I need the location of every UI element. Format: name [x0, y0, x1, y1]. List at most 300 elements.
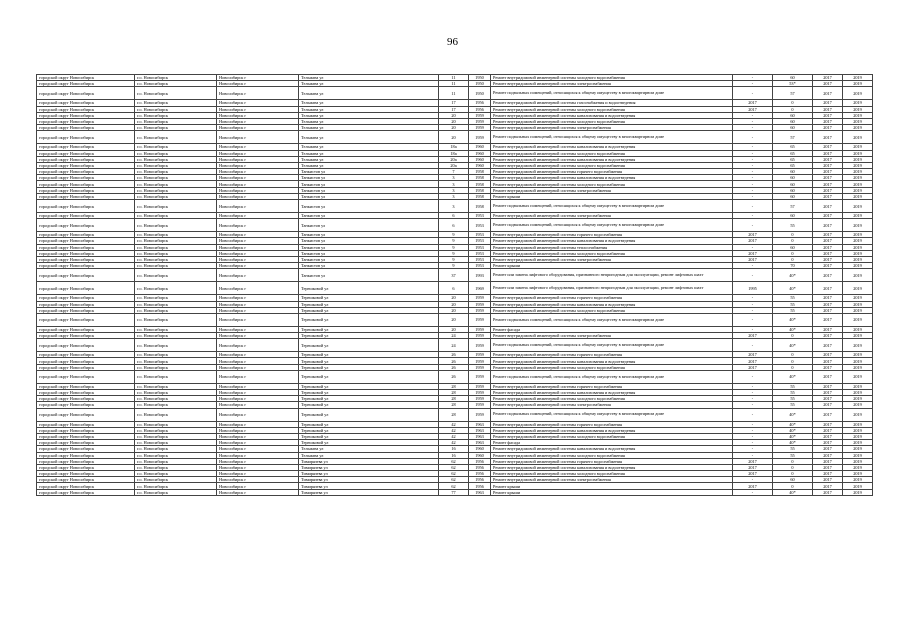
repair-plan-table: [36, 74, 873, 496]
cell-work-type: Ремонт подвальных помещений, относящихся к общему имуществу в многоквартирном доме: [491, 131, 733, 144]
cell-period-end: 2019: [843, 458, 873, 464]
cell-municipal-district: городской округ Новосибирск: [37, 238, 135, 244]
cell-build-year: 1969: [469, 282, 491, 295]
cell-municipal-district: городской округ Новосибирск: [37, 339, 135, 352]
cell-period-start: 2017: [813, 333, 843, 339]
cell-build-year: 1959: [469, 390, 491, 396]
cell-municipal-district: городской округ Новосибирск: [37, 307, 135, 313]
cell-city-district: г.о. Новосибирск: [135, 181, 217, 187]
cell-period-end: 2019: [843, 125, 873, 131]
cell-settlement: Новосибирск г: [217, 219, 299, 232]
cell-settlement: Новосибирск г: [217, 156, 299, 162]
cell-work-type: Ремонт внутридомовой инженерной системы электроснабжения: [491, 333, 733, 339]
cell-city-district: г.о. Новосибирск: [135, 402, 217, 408]
table-body: [37, 75, 873, 496]
cell-house-number: 11: [439, 81, 469, 87]
cell-work-type: Ремонт или замена лифтового оборудования, признанного непригодным для эксплуатации, ремонт лифтовых шахт: [491, 269, 733, 282]
cell-municipal-district: городской округ Новосибирск: [37, 187, 135, 193]
cell-completed-year: 2017: [733, 471, 773, 477]
cell-work-type: Ремонт подвальных помещений, относящихся к общему имуществу в многоквартирном доме: [491, 339, 733, 352]
cell-value: 0: [773, 471, 813, 477]
cell-build-year: 1953: [469, 232, 491, 238]
cell-period-start: 2017: [813, 464, 843, 470]
cell-municipal-district: городской округ Новосибирск: [37, 106, 135, 112]
cell-work-type: Ремонт фасада: [491, 326, 733, 332]
cell-build-year: 1959: [469, 295, 491, 301]
cell-street: Тельмана ул: [299, 112, 439, 118]
cell-municipal-district: городской округ Новосибирск: [37, 282, 135, 295]
cell-house-number: 3: [439, 175, 469, 181]
cell-build-year: 1959: [469, 301, 491, 307]
cell-work-type: Ремонт внутридомовой инженерной системы электроснабжения: [491, 125, 733, 131]
cell-settlement: Новосибирск г: [217, 75, 299, 81]
cell-street: Танкистов ул: [299, 238, 439, 244]
cell-build-year: 1958: [469, 181, 491, 187]
cell-house-number: 42: [439, 421, 469, 427]
cell-house-number: 9: [439, 244, 469, 250]
cell-build-year: 1959: [469, 370, 491, 383]
cell-street: Тельмана ул: [299, 125, 439, 131]
cell-house-number: 9: [439, 232, 469, 238]
cell-build-year: 1960: [469, 144, 491, 150]
cell-completed-year: -: [733, 301, 773, 307]
table-row: [37, 131, 873, 144]
cell-city-district: г.о. Новосибирск: [135, 383, 217, 389]
cell-settlement: Новосибирск г: [217, 269, 299, 282]
cell-settlement: Новосибирск г: [217, 477, 299, 483]
cell-work-type: Ремонт или замена лифтового оборудования, признанного непригодным для эксплуатации, ремонт лифтовых шахт: [491, 282, 733, 295]
cell-house-number: 20: [439, 313, 469, 326]
cell-period-end: 2019: [843, 396, 873, 402]
cell-value: 40*: [773, 408, 813, 421]
cell-completed-year: -: [733, 187, 773, 193]
cell-municipal-district: городской округ Новосибирск: [37, 402, 135, 408]
cell-house-number: 3: [439, 181, 469, 187]
cell-completed-year: -: [733, 87, 773, 100]
cell-municipal-district: городской округ Новосибирск: [37, 446, 135, 452]
cell-municipal-district: городской округ Новосибирск: [37, 427, 135, 433]
cell-period-start: 2017: [813, 125, 843, 131]
cell-period-end: 2019: [843, 118, 873, 124]
cell-period-end: 2019: [843, 333, 873, 339]
cell-work-type: Ремонт внутридомовой инженерной системы холодного водоснабжения: [491, 250, 733, 256]
cell-completed-year: -: [733, 339, 773, 352]
cell-city-district: г.о. Новосибирск: [135, 483, 217, 489]
cell-city-district: г.о. Новосибирск: [135, 269, 217, 282]
cell-work-type: Ремонт внутридомовой инженерной системы холодного водоснабжения: [491, 106, 733, 112]
cell-work-type: Ремонт внутридомовой инженерной системы канализования и водоотведения: [491, 144, 733, 150]
cell-period-start: 2017: [813, 112, 843, 118]
cell-completed-year: -: [733, 175, 773, 181]
cell-period-end: 2019: [843, 162, 873, 168]
cell-settlement: Новосибирск г: [217, 326, 299, 332]
cell-period-end: 2019: [843, 181, 873, 187]
cell-work-type: Ремонт внутридомовой инженерной системы холодного водоснабжения: [491, 396, 733, 402]
cell-completed-year: -: [733, 219, 773, 232]
cell-period-end: 2019: [843, 263, 873, 269]
cell-completed-year: -: [733, 131, 773, 144]
cell-work-type: Ремонт внутридомовой инженерной системы канализования и водоотведения: [491, 358, 733, 364]
cell-house-number: 3: [439, 187, 469, 193]
cell-period-end: 2019: [843, 383, 873, 389]
cell-period-start: 2017: [813, 446, 843, 452]
cell-house-number: 6: [439, 213, 469, 219]
cell-build-year: 1953: [469, 238, 491, 244]
cell-street: Терешковой ул: [299, 358, 439, 364]
cell-settlement: Новосибирск г: [217, 301, 299, 307]
cell-period-end: 2019: [843, 75, 873, 81]
cell-house-number: 26: [439, 370, 469, 383]
cell-completed-year: -: [733, 446, 773, 452]
cell-house-number: 20: [439, 295, 469, 301]
cell-settlement: Новосибирск г: [217, 352, 299, 358]
cell-city-district: г.о. Новосибирск: [135, 256, 217, 262]
cell-value: 40*: [773, 339, 813, 352]
cell-city-district: г.о. Новосибирск: [135, 100, 217, 106]
cell-city-district: г.о. Новосибирск: [135, 144, 217, 150]
cell-work-type: Ремонт внутридомовой инженерной системы теплоснабжения: [491, 244, 733, 250]
cell-value: 0: [773, 458, 813, 464]
cell-street: Танкистов ул: [299, 250, 439, 256]
cell-completed-year: 2017: [733, 256, 773, 262]
cell-period-start: 2017: [813, 106, 843, 112]
cell-city-district: г.о. Новосибирск: [135, 301, 217, 307]
cell-value: 57: [773, 131, 813, 144]
cell-municipal-district: городской округ Новосибирск: [37, 144, 135, 150]
cell-city-district: г.о. Новосибирск: [135, 187, 217, 193]
cell-municipal-district: городской округ Новосибирск: [37, 244, 135, 250]
cell-city-district: г.о. Новосибирск: [135, 427, 217, 433]
cell-municipal-district: городской округ Новосибирск: [37, 219, 135, 232]
cell-period-start: 2017: [813, 244, 843, 250]
cell-period-start: 2017: [813, 232, 843, 238]
cell-period-end: 2019: [843, 282, 873, 295]
cell-settlement: Новосибирск г: [217, 333, 299, 339]
cell-completed-year: -: [733, 421, 773, 427]
cell-build-year: 1958: [469, 187, 491, 193]
cell-settlement: Новосибирск г: [217, 112, 299, 118]
cell-city-district: г.о. Новосибирск: [135, 339, 217, 352]
cell-municipal-district: городской округ Новосибирск: [37, 193, 135, 199]
cell-build-year: 1959: [469, 125, 491, 131]
cell-period-start: 2017: [813, 169, 843, 175]
cell-work-type: Ремонт подвальных помещений, относящихся к общему имуществу в многоквартирном доме: [491, 200, 733, 213]
cell-value: 70: [773, 263, 813, 269]
table-row: [37, 370, 873, 383]
cell-street: Танкистов ул: [299, 175, 439, 181]
cell-street: Танкистов ул: [299, 169, 439, 175]
cell-completed-year: -: [733, 370, 773, 383]
cell-street: Тельмана ул: [299, 452, 439, 458]
cell-house-number: 28: [439, 383, 469, 389]
cell-work-type: Ремонт крыши: [491, 483, 733, 489]
cell-build-year: 1958: [469, 175, 491, 181]
cell-build-year: 1959: [469, 112, 491, 118]
cell-completed-year: -: [733, 81, 773, 87]
cell-city-district: г.о. Новосибирск: [135, 489, 217, 495]
cell-street: Танкистов ул: [299, 256, 439, 262]
cell-street: Тельмана ул: [299, 446, 439, 452]
cell-house-number: 20: [439, 326, 469, 332]
cell-work-type: Ремонт внутридомовой инженерной системы горячего водоснабжения: [491, 421, 733, 427]
cell-period-start: 2017: [813, 471, 843, 477]
cell-completed-year: -: [733, 427, 773, 433]
cell-house-number: 62: [439, 471, 469, 477]
cell-settlement: Новосибирск г: [217, 458, 299, 464]
cell-municipal-district: городской округ Новосибирск: [37, 75, 135, 81]
cell-settlement: Новосибирск г: [217, 200, 299, 213]
cell-municipal-district: городской округ Новосибирск: [37, 263, 135, 269]
cell-period-end: 2019: [843, 471, 873, 477]
cell-period-start: 2017: [813, 483, 843, 489]
cell-municipal-district: городской округ Новосибирск: [37, 452, 135, 458]
cell-build-year: 1953: [469, 213, 491, 219]
cell-completed-year: -: [733, 112, 773, 118]
cell-value: 65: [773, 156, 813, 162]
cell-completed-year: -: [733, 295, 773, 301]
cell-value: 55: [773, 307, 813, 313]
cell-build-year: 1958: [469, 200, 491, 213]
cell-house-number: 20а: [439, 162, 469, 168]
cell-completed-year: -: [733, 75, 773, 81]
cell-period-start: 2017: [813, 458, 843, 464]
cell-municipal-district: городской округ Новосибирск: [37, 352, 135, 358]
cell-work-type: Ремонт внутридомовой инженерной системы канализования и водоотведения: [491, 427, 733, 433]
cell-period-end: 2019: [843, 446, 873, 452]
cell-period-end: 2019: [843, 326, 873, 332]
cell-city-district: г.о. Новосибирск: [135, 364, 217, 370]
cell-build-year: 1953: [469, 256, 491, 262]
page-number: 96: [447, 36, 458, 48]
cell-house-number: 62: [439, 477, 469, 483]
cell-period-start: 2017: [813, 301, 843, 307]
cell-city-district: г.о. Новосибирск: [135, 193, 217, 199]
cell-period-start: 2017: [813, 440, 843, 446]
cell-settlement: Новосибирск г: [217, 238, 299, 244]
cell-completed-year: -: [733, 440, 773, 446]
cell-completed-year: -: [733, 396, 773, 402]
cell-settlement: Новосибирск г: [217, 489, 299, 495]
cell-street: Терешковой ул: [299, 370, 439, 383]
cell-street: Танкистов ул: [299, 232, 439, 238]
cell-city-district: г.о. Новосибирск: [135, 370, 217, 383]
cell-period-end: 2019: [843, 87, 873, 100]
cell-period-end: 2019: [843, 440, 873, 446]
table-row: [37, 87, 873, 100]
cell-work-type: Ремонт подвальных помещений, относящихся к общему имуществу в многоквартирном доме: [491, 87, 733, 100]
cell-street: Тимирязева ул: [299, 477, 439, 483]
cell-street: Тельмана ул: [299, 75, 439, 81]
cell-street: Терешковой ул: [299, 402, 439, 408]
cell-settlement: Новосибирск г: [217, 464, 299, 470]
cell-work-type: Ремонт внутридомовой инженерной системы канализования и водоотведения: [491, 464, 733, 470]
cell-value: 53*: [773, 81, 813, 87]
cell-settlement: Новосибирск г: [217, 213, 299, 219]
cell-build-year: 1960: [469, 452, 491, 458]
cell-period-start: 2017: [813, 181, 843, 187]
cell-street: Терешковой ул: [299, 408, 439, 421]
cell-city-district: г.о. Новосибирск: [135, 307, 217, 313]
cell-value: 55: [773, 295, 813, 301]
cell-municipal-district: городской округ Новосибирск: [37, 396, 135, 402]
cell-value: 0: [773, 256, 813, 262]
cell-house-number: 26: [439, 364, 469, 370]
cell-period-end: 2019: [843, 200, 873, 213]
cell-city-district: г.о. Новосибирск: [135, 446, 217, 452]
cell-period-end: 2019: [843, 250, 873, 256]
cell-completed-year: -: [733, 477, 773, 483]
cell-build-year: 1993: [469, 269, 491, 282]
cell-build-year: 1959: [469, 383, 491, 389]
cell-value: 55: [773, 390, 813, 396]
cell-city-district: г.о. Новосибирск: [135, 162, 217, 168]
cell-value: 60: [773, 75, 813, 81]
cell-work-type: Ремонт внутридомовой инженерной системы горячего водоснабжения: [491, 458, 733, 464]
cell-completed-year: -: [733, 144, 773, 150]
cell-value: 0: [773, 483, 813, 489]
cell-street: Танкистов ул: [299, 200, 439, 213]
cell-value: 55: [773, 396, 813, 402]
cell-period-start: 2017: [813, 402, 843, 408]
cell-settlement: Новосибирск г: [217, 232, 299, 238]
cell-house-number: 16: [439, 452, 469, 458]
cell-house-number: 24: [439, 333, 469, 339]
cell-period-end: 2019: [843, 408, 873, 421]
cell-city-district: г.о. Новосибирск: [135, 175, 217, 181]
cell-completed-year: -: [733, 383, 773, 389]
cell-period-end: 2019: [843, 358, 873, 364]
cell-street: Тельмана ул: [299, 144, 439, 150]
cell-period-start: 2017: [813, 187, 843, 193]
cell-period-start: 2017: [813, 213, 843, 219]
cell-municipal-district: городской округ Новосибирск: [37, 440, 135, 446]
cell-settlement: Новосибирск г: [217, 244, 299, 250]
cell-municipal-district: городской округ Новосибирск: [37, 156, 135, 162]
cell-city-district: г.о. Новосибирск: [135, 326, 217, 332]
cell-municipal-district: городской округ Новосибирск: [37, 112, 135, 118]
cell-work-type: Ремонт подвальных помещений, относящихся к общему имуществу в многоквартирном доме: [491, 313, 733, 326]
cell-work-type: Ремонт внутридомовой инженерной системы электроснабжения: [491, 213, 733, 219]
cell-street: Терешковой ул: [299, 333, 439, 339]
cell-street: Терешковой ул: [299, 301, 439, 307]
cell-municipal-district: городской округ Новосибирск: [37, 326, 135, 332]
cell-value: 60: [773, 181, 813, 187]
cell-completed-year: -: [733, 263, 773, 269]
cell-work-type: Ремонт внутридомовой инженерной системы холодного водоснабжения: [491, 452, 733, 458]
cell-period-start: 2017: [813, 383, 843, 389]
cell-build-year: 1963: [469, 433, 491, 439]
cell-settlement: Новосибирск г: [217, 452, 299, 458]
cell-period-end: 2019: [843, 402, 873, 408]
cell-street: Терешковой ул: [299, 339, 439, 352]
cell-house-number: 7: [439, 169, 469, 175]
cell-work-type: Ремонт внутридомовой инженерной системы электроснабжения: [491, 81, 733, 87]
cell-period-end: 2019: [843, 175, 873, 181]
cell-period-start: 2017: [813, 408, 843, 421]
table-row: [37, 200, 873, 213]
cell-value: 55: [773, 219, 813, 232]
cell-house-number: 16: [439, 446, 469, 452]
cell-city-district: г.о. Новосибирск: [135, 112, 217, 118]
cell-value: 55: [773, 446, 813, 452]
cell-settlement: Новосибирск г: [217, 402, 299, 408]
cell-value: 40*: [773, 440, 813, 446]
cell-completed-year: -: [733, 390, 773, 396]
cell-house-number: 11: [439, 87, 469, 100]
cell-completed-year: 2017: [733, 364, 773, 370]
table-row: [37, 408, 873, 421]
cell-period-start: 2017: [813, 81, 843, 87]
cell-work-type: Ремонт подвальных помещений, относящихся к общему имуществу в многоквартирном доме: [491, 370, 733, 383]
cell-municipal-district: городской округ Новосибирск: [37, 383, 135, 389]
cell-city-district: г.о. Новосибирск: [135, 396, 217, 402]
cell-settlement: Новосибирск г: [217, 358, 299, 364]
cell-municipal-district: городской округ Новосибирск: [37, 408, 135, 421]
cell-municipal-district: городской округ Новосибирск: [37, 175, 135, 181]
cell-completed-year: 2017: [733, 232, 773, 238]
cell-completed-year: -: [733, 452, 773, 458]
cell-value: 60: [773, 187, 813, 193]
cell-work-type: Ремонт внутридомовой инженерной системы холодного водоснабжения: [491, 364, 733, 370]
cell-period-start: 2017: [813, 433, 843, 439]
table-row: [37, 339, 873, 352]
cell-city-district: г.о. Новосибирск: [135, 200, 217, 213]
cell-value: 65: [773, 150, 813, 156]
cell-value: 0: [773, 100, 813, 106]
cell-build-year: 1953: [469, 250, 491, 256]
cell-period-end: 2019: [843, 295, 873, 301]
cell-house-number: 17: [439, 106, 469, 112]
cell-period-end: 2019: [843, 106, 873, 112]
cell-house-number: 9: [439, 263, 469, 269]
cell-build-year: 1956: [469, 477, 491, 483]
cell-period-start: 2017: [813, 256, 843, 262]
cell-settlement: Новосибирск г: [217, 162, 299, 168]
cell-completed-year: -: [733, 125, 773, 131]
cell-house-number: 28: [439, 402, 469, 408]
cell-street: Тельмана ул: [299, 100, 439, 106]
cell-period-start: 2017: [813, 175, 843, 181]
cell-build-year: 1956: [469, 100, 491, 106]
cell-settlement: Новосибирск г: [217, 250, 299, 256]
cell-period-start: 2017: [813, 250, 843, 256]
cell-completed-year: 2017: [733, 100, 773, 106]
cell-value: 0: [773, 364, 813, 370]
cell-period-end: 2019: [843, 112, 873, 118]
cell-city-district: г.о. Новосибирск: [135, 358, 217, 364]
table-row: [37, 489, 873, 495]
cell-municipal-district: городской округ Новосибирск: [37, 313, 135, 326]
cell-period-start: 2017: [813, 307, 843, 313]
cell-house-number: 18а: [439, 144, 469, 150]
cell-period-start: 2017: [813, 100, 843, 106]
cell-completed-year: -: [733, 213, 773, 219]
cell-value: 57: [773, 87, 813, 100]
cell-city-district: г.о. Новосибирск: [135, 352, 217, 358]
cell-period-start: 2017: [813, 118, 843, 124]
cell-period-end: 2019: [843, 364, 873, 370]
cell-build-year: 1953: [469, 244, 491, 250]
cell-municipal-district: городской округ Новосибирск: [37, 489, 135, 495]
cell-municipal-district: городской округ Новосибирск: [37, 433, 135, 439]
cell-street: Терешковой ул: [299, 295, 439, 301]
cell-house-number: 6: [439, 219, 469, 232]
cell-settlement: Новосибирск г: [217, 421, 299, 427]
cell-work-type: Ремонт внутридомовой инженерной системы холодного водоснабжения: [491, 433, 733, 439]
cell-settlement: Новосибирск г: [217, 396, 299, 402]
cell-period-end: 2019: [843, 307, 873, 313]
cell-street: Танкистов ул: [299, 244, 439, 250]
